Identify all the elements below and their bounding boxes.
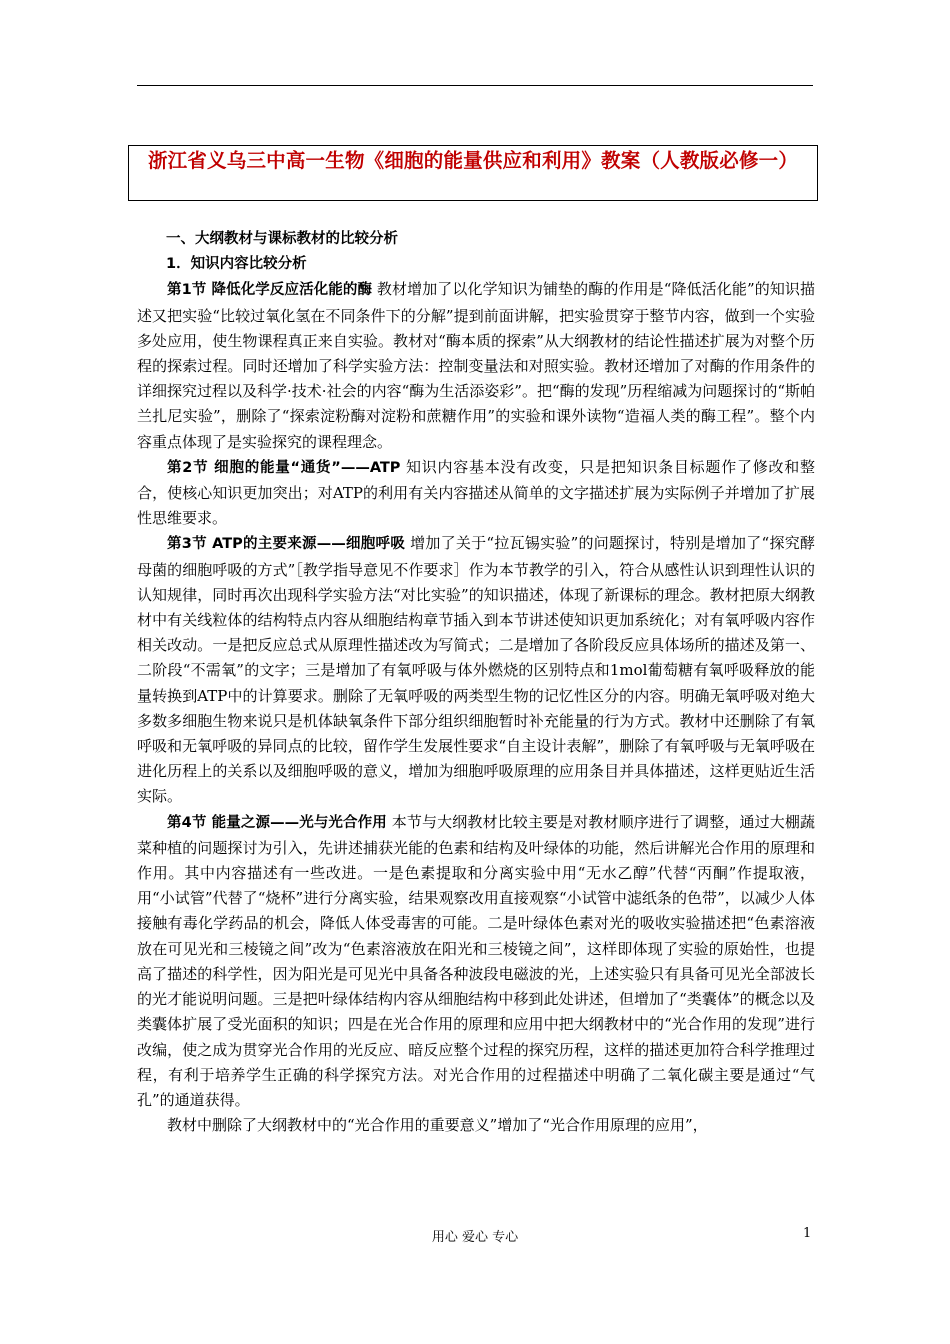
section-label: 第2节 细胞的能量“通货”——ATP: [167, 459, 401, 476]
section-label: 第1节 降低化学反应活化能的酶: [167, 282, 373, 299]
section-label: 第3节 ATP的主要来源——细胞呼吸: [167, 536, 406, 553]
section-text: 教材增加了以化学知识为铺垫的酶的作用是“降低活化能”的知识描述又把实验“比较过氧化氢在不同条件下的分解”提到前面讲解，把实验贯穿于整节内容，做到一个实验多处应用，使生物课程真正来自实验。教材对“酶本质的探索”从大纲教材的结论性描述扩展为对整个历程的探索过程。同时还增加了科学实验方法：控制变量法和对照实验。教材还增加了对酶的作用条件的详细探究过程以及科学·技术·社会的内容“酶为生活添姿彩”。把“酶的发现”历程缩减为问题探讨的“斯帕兰扎尼实验”，删除了“探索淀粉酶对淀粉和蔗糖作用”的实验和课外读物“造福人类的酶工程”。整个内容重点体现了是实验探究的课程理念。: [137, 280, 816, 451]
section-text: 本节与大纲教材比较主要是对教材顺序进行了调整，通过大棚蔬菜种植的问题探讨为引入，先讲述捕获光能的色素和结构及叶绿体的功能，然后讲解光合作用的原理和作用。其中内容描述有一些改进。一是色素提取和分离实验中用“无水乙醇”代替“丙酮”作提取液，用“小试管”代替了“烧杯”进行分离实验，结果观察改用直接观察“小试管中滤纸条的色带”，以减少人体接触有毒化学药品的机会，降低人体受毒害的可能。二是叶绿体色素对光的吸收实验描述把“色素溶液放在可见光和三棱镜之间”改为“色素溶液放在阳光和三棱镜之间”，这样即体现了实验的原始性，也提高了描述的科学性，因为阳光是可见光中具备各种波段电磁波的光，上述实验只有具备可见光全部波长的光才能说明问题。三是把叶绿体结构内容从细胞结构中移到此处讲述，但增加了“类囊体”的概念以及类囊体扩展了受光面积的知识；四是在光合作用的原理和应用中把大纲教材中的“光合作用的发现”进行改编，使之成为贯穿光合作用的光反应、暗反应整个过程的探究历程，这样的描述更加符合科学推理过程，有利于培养学生正确的科学探究方法。对光合作用的过程描述中明确了二氧化碳主要是通过“气孔”的通道获得。: [137, 812, 815, 1109]
document-body: [137, 227, 815, 1138]
section-text: 增加了关于“拉瓦锡实验”的问题探讨，特别是增加了“探究酵母菌的细胞呼吸的方式”［教学指导意见不作要求］作为本节教学的引入，符合从感性认识到理性认识的认知规律，同时再次出现科学实验方法“对比实验”的知识描述，体现了新课标的理念。教材把原大纲教材中有关线粒体的结构特点内容从细胞结构章节插入到本节讲述使知识更加系统化；对有氧呼吸内容作相关改动。一是把反应总式从原理性描述改为写简式；二是增加了各阶段反应具体场所的描述及第一、二阶段“不需氧”的文字；三是增加了有氧呼吸与体外燃烧的区别特点和1mol葡萄糖有氧呼吸释放的能量转换到ATP中的计算要求。删除了无氧呼吸的两类型生物的记忆性区分的内容。明确无氧呼吸对绝大多数多细胞生物来说只是机体缺氧条件下部分组织细胞暂时补充能量的行为方式。教材中还删除了有氧呼吸和无氧呼吸的异同点的比较，留作学生发展性要求“自主设计表解”，删除了有氧呼吸与无氧呼吸在进化历程上的关系以及细胞呼吸的意义，增加为细胞呼吸原理的应用条目并具体描述，这样更贴近生活实际。: [137, 534, 815, 806]
section-text: 知识内容基本没有改变，只是把知识条目标题作了修改和整合，使核心知识更加突出；对ATP的利用有关内容描述从简单的文字描述扩展为实际例子并增加了扩展性思维要求。: [137, 457, 816, 528]
heading-2: 1．知识内容比较分析: [166, 256, 307, 273]
document-title: 浙江省义乌三中高一生物《细胞的能量供应和利用》教案（人教版必修一）: [128, 145, 818, 201]
section-paragraph-2: [137, 455, 815, 532]
page-number: 1: [803, 1226, 812, 1241]
section-paragraph-1: [137, 277, 815, 454]
section-paragraph-4: [137, 810, 815, 1113]
header-rule: [137, 85, 813, 86]
section-label: 第4节 能量之源——光与光合作用: [167, 814, 387, 831]
final-paragraph: 教材中删除了大纲教材中的“光合作用的重要意义”增加了“光合作用原理的应用”，: [167, 1116, 708, 1135]
footer-motto: 用心 爱心 专心: [431, 1230, 519, 1245]
heading-1: 一、大纲教材与课标教材的比较分析: [166, 231, 398, 247]
section-paragraph-3: [137, 531, 815, 809]
